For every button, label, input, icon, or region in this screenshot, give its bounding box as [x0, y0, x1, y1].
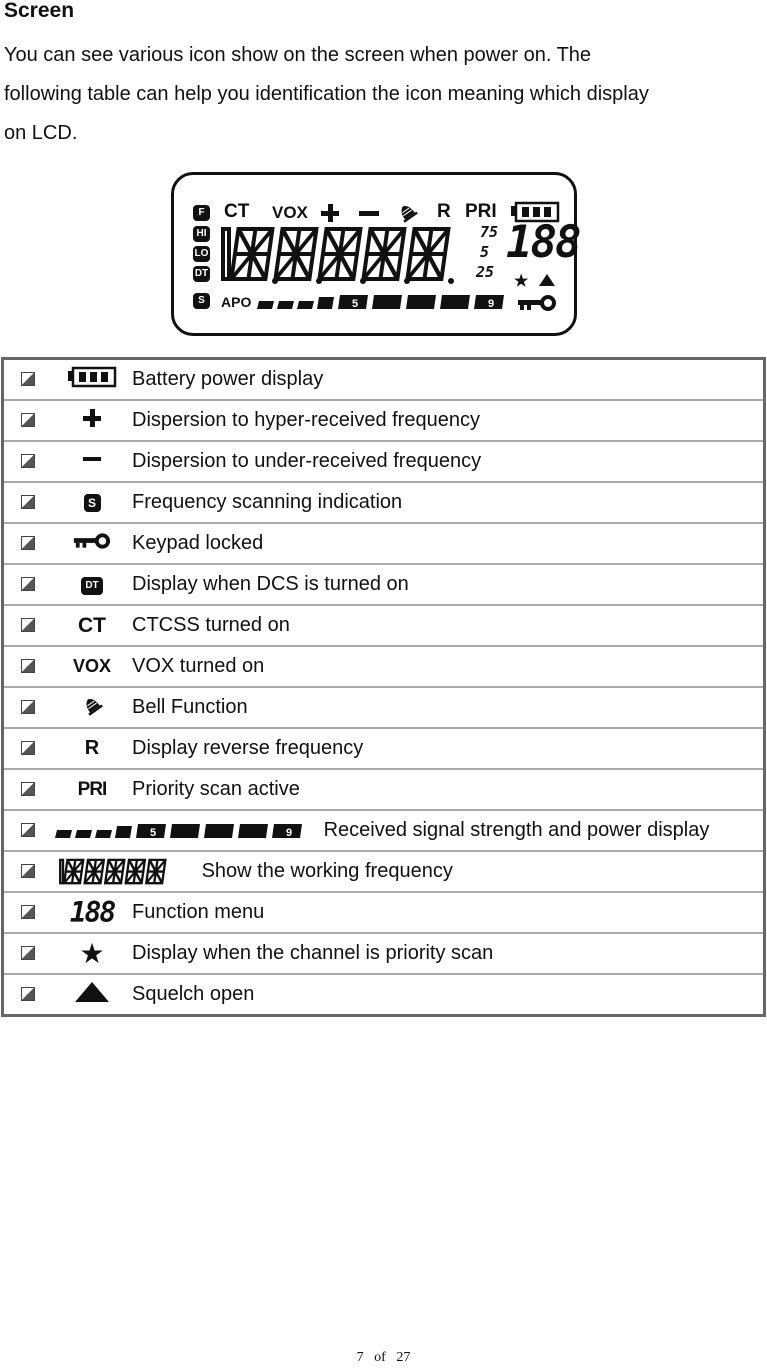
row-description: CTCSS turned on [132, 605, 765, 646]
apo-label: APO [221, 294, 252, 310]
checkbox-icon [21, 741, 35, 755]
frequency-digits-icon [56, 858, 182, 886]
intro-line: on LCD. [4, 122, 78, 144]
row-description: Dispersion to under-received frequency [132, 441, 765, 482]
minus-icon [82, 449, 102, 469]
checkbox-icon [21, 946, 35, 960]
intro-paragraph [4, 36, 764, 153]
checkbox-icon [21, 987, 35, 1001]
dt-icon: DT [81, 577, 103, 595]
checkbox-icon [21, 782, 35, 796]
pri-text: PRI [52, 769, 132, 810]
table-row [3, 810, 765, 851]
intro-line: You can see various icon show on the screen when power on. The [4, 44, 592, 66]
row-description: Dispersion to hyper-received frequency [132, 400, 765, 441]
table-row [3, 687, 765, 728]
row-description: Battery power display [132, 368, 324, 390]
bell-icon [396, 201, 418, 223]
table-row [3, 400, 765, 441]
r-text: R [52, 728, 132, 769]
row-description: Bell Function [132, 687, 765, 728]
checkbox-icon [21, 659, 35, 673]
key-icon [517, 295, 557, 311]
vox-label: VOX [272, 203, 308, 222]
checkbox-icon [21, 454, 35, 468]
pri-label: PRI [465, 201, 497, 222]
table-row [3, 892, 765, 933]
table-row [3, 359, 765, 401]
checkbox-icon [21, 618, 35, 632]
checkbox-icon [21, 372, 35, 386]
function-188-icon: 188 [52, 892, 132, 933]
row-description: Function menu [132, 892, 765, 933]
row-description: Display when the channel is priority scan [132, 933, 765, 974]
row-description: Squelch open [132, 974, 765, 1016]
page-title: Screen [4, 0, 75, 22]
step-5-label: 5 [480, 243, 490, 261]
triangle-icon [539, 274, 555, 286]
row-description: Display reverse frequency [132, 728, 765, 769]
step-75-label: 75 [480, 223, 499, 241]
checkbox-icon [21, 577, 35, 591]
row-description: Display when DCS is turned on [132, 564, 765, 605]
page-number [0, 1350, 767, 1366]
signal-label-9: 9 [286, 826, 293, 839]
table-row [3, 851, 765, 892]
scan-s-icon: S [84, 494, 101, 512]
row-description: Frequency scanning indication [132, 482, 765, 523]
dt-tag-icon: DT [193, 266, 210, 282]
table-row [3, 482, 765, 523]
row-description: VOX turned on [132, 646, 765, 687]
triangle-icon [74, 981, 110, 1003]
checkbox-icon [21, 536, 35, 550]
row-description: Show the working frequency [201, 860, 453, 882]
row-description: Keypad locked [132, 523, 765, 564]
lcd-display [171, 172, 580, 336]
s-tag-icon: S [193, 293, 210, 309]
checkbox-icon [21, 905, 35, 919]
minus-icon [358, 203, 380, 223]
checkbox-icon [21, 495, 35, 509]
plus-icon [320, 203, 340, 223]
table-row [3, 728, 765, 769]
vox-text: VOX [52, 646, 132, 687]
f-tag-icon: F [193, 205, 210, 221]
signal-bar-icon [256, 293, 506, 311]
function-digits: 188 [506, 217, 580, 268]
battery-icon [67, 366, 117, 388]
page-total: 27 [396, 1350, 411, 1365]
ct-label: CT [224, 201, 250, 222]
checkbox-icon [21, 413, 35, 427]
key-icon [73, 533, 111, 549]
signal-label-5: 5 [352, 298, 359, 310]
page-of: of [374, 1350, 386, 1365]
table-row [3, 646, 765, 687]
table-row [3, 769, 765, 810]
hi-tag-icon: HI [193, 226, 210, 242]
signal-label-5: 5 [150, 826, 157, 839]
table-row [3, 523, 765, 564]
checkbox-icon [21, 700, 35, 714]
star-icon: ★ [514, 273, 529, 290]
bell-icon [81, 694, 103, 716]
checkbox-icon [21, 823, 35, 837]
intro-line: following table can help you identification the icon meaning which display [4, 83, 649, 105]
signal-bar-icon [54, 822, 304, 840]
row-description: Priority scan active [132, 769, 765, 810]
table-row [3, 933, 765, 974]
checkbox-icon [21, 864, 35, 878]
star-icon: ★ [52, 933, 132, 974]
page-current: 7 [356, 1350, 364, 1365]
lo-tag-icon: LO [193, 246, 210, 262]
row-description: Received signal strength and power display [323, 819, 710, 842]
table-row [3, 564, 765, 605]
ct-text: CT [52, 605, 132, 646]
table-row [3, 441, 765, 482]
icon-legend-table [1, 357, 766, 1017]
frequency-digits-icon [219, 225, 479, 285]
table-row [3, 605, 765, 646]
r-label: R [437, 201, 451, 222]
signal-label-9: 9 [488, 298, 495, 310]
table-row [3, 974, 765, 1016]
plus-icon [82, 408, 102, 428]
step-25-label: 25 [476, 263, 495, 281]
